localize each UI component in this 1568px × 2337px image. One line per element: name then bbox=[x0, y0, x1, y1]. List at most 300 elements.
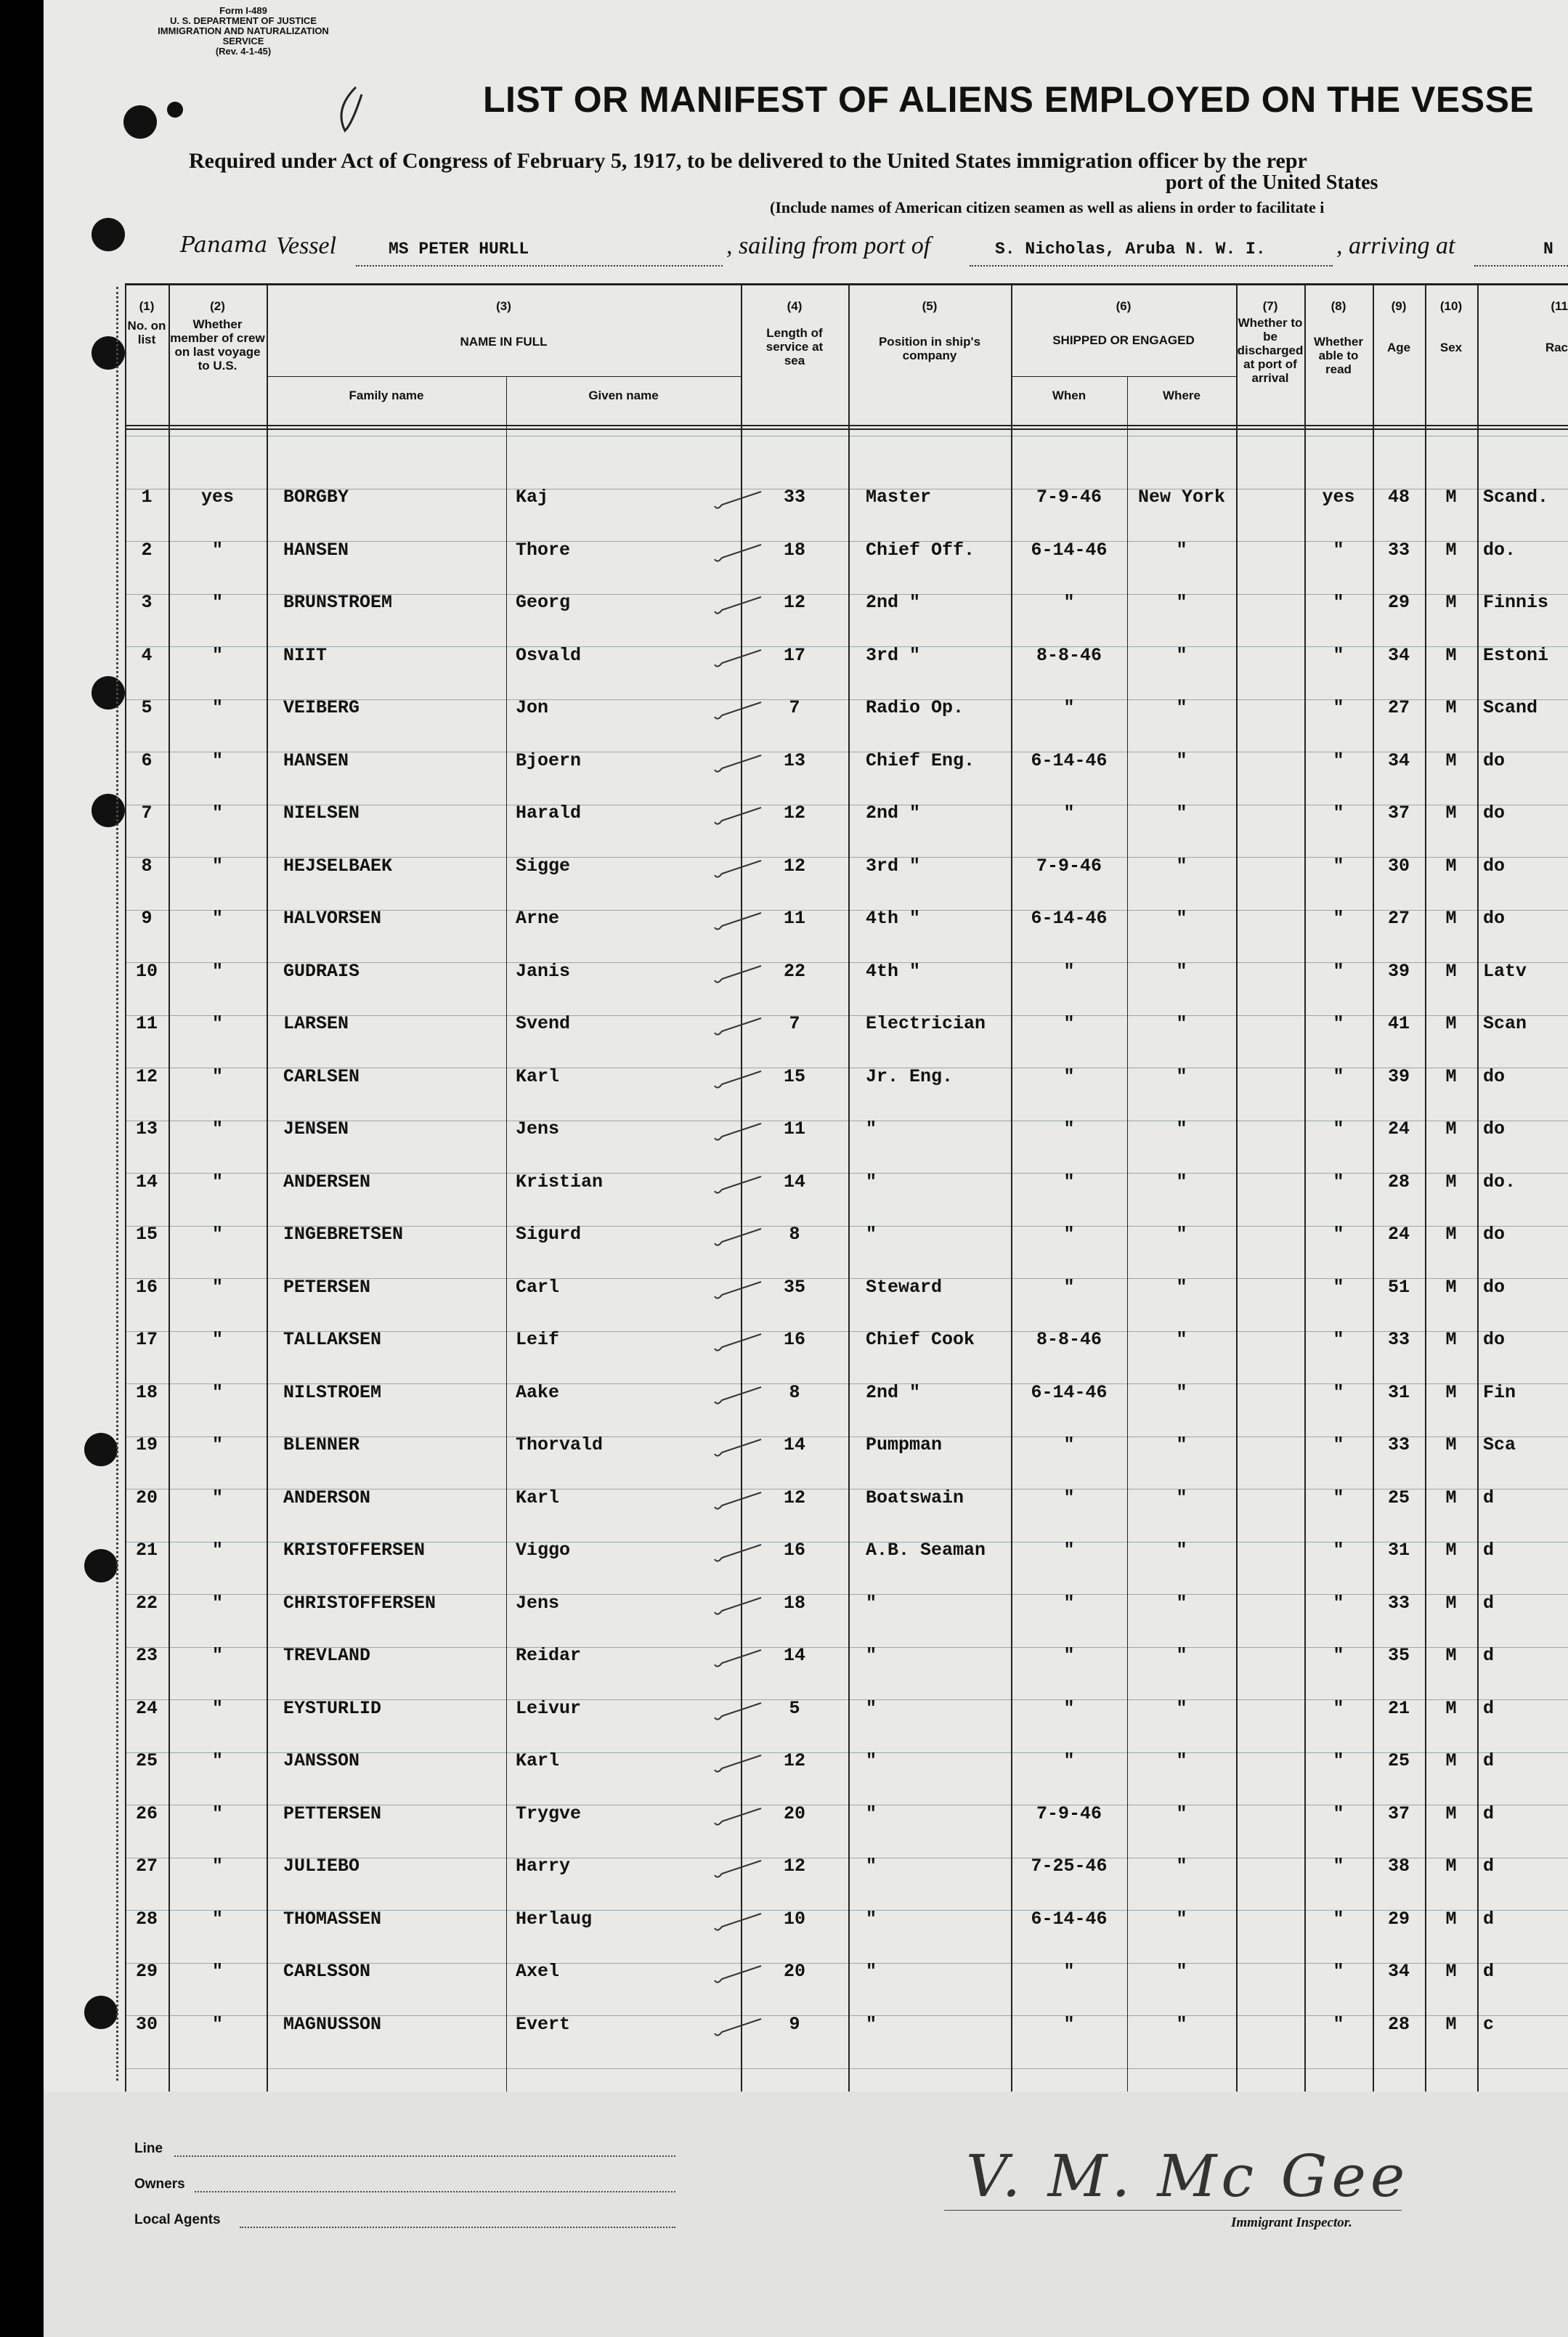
cell-age: 51 bbox=[1387, 1276, 1410, 1298]
cell-race: do. bbox=[1483, 539, 1516, 561]
cell-no: 10 bbox=[135, 960, 158, 982]
cell-no: 1 bbox=[141, 487, 153, 508]
cell-where: " bbox=[1176, 1802, 1187, 1824]
cell-no: 25 bbox=[135, 1750, 158, 1771]
col4-header: (4) Length of service at sea bbox=[765, 299, 824, 367]
cell-crew: " bbox=[211, 1856, 223, 1877]
cell-when: 6-14-46 bbox=[1031, 539, 1108, 561]
cell-given: Harald bbox=[516, 802, 582, 824]
cell-family: BLENNER bbox=[283, 1434, 360, 1455]
page-title: LIST OR MANIFEST OF ALIENS EMPLOYED ON THE VESSE bbox=[483, 79, 1535, 120]
family-name-header: Family name bbox=[349, 389, 424, 402]
cell-position: " bbox=[866, 1908, 877, 1930]
cell-position: A.B. Seaman bbox=[866, 1540, 986, 1561]
vessel-name-line bbox=[356, 265, 723, 267]
cell-no: 20 bbox=[135, 1487, 158, 1508]
cell-when: 6-14-46 bbox=[1031, 1381, 1108, 1403]
cell-race: do bbox=[1483, 1329, 1506, 1350]
cell-where: " bbox=[1176, 1329, 1187, 1350]
cell-sex: M bbox=[1445, 1802, 1457, 1824]
cell-crew: " bbox=[211, 1908, 223, 1930]
cell-given: Bjoern bbox=[516, 749, 582, 771]
cell-crew: " bbox=[211, 960, 223, 982]
footer-area bbox=[44, 2092, 1568, 2337]
cell-race: do bbox=[1483, 802, 1506, 824]
cell-position: " bbox=[866, 1856, 877, 1877]
cell-family: LARSEN bbox=[283, 1013, 349, 1034]
cell-when: " bbox=[1063, 802, 1075, 824]
cell-no: 22 bbox=[135, 1592, 158, 1614]
cell-read: " bbox=[1333, 644, 1344, 666]
punch-hole bbox=[84, 1433, 118, 1466]
cell-position: 2nd " bbox=[866, 592, 921, 613]
cell-no: 12 bbox=[135, 1065, 158, 1087]
cell-when: 8-8-46 bbox=[1036, 1329, 1102, 1350]
check-mark-icon bbox=[713, 2017, 764, 2039]
cell-where: " bbox=[1176, 697, 1187, 718]
cell-length: 12 bbox=[783, 855, 805, 877]
cell-when: 6-14-46 bbox=[1031, 1908, 1108, 1930]
cell-race: Scan bbox=[1483, 1013, 1527, 1034]
cell-position: " bbox=[866, 1592, 877, 1614]
cell-where: " bbox=[1176, 1961, 1187, 1982]
cell-given: Axel bbox=[516, 1961, 560, 1982]
cell-position: " bbox=[866, 1118, 877, 1139]
cell-age: 24 bbox=[1387, 1224, 1410, 1245]
cell-age: 25 bbox=[1387, 1487, 1410, 1508]
cell-sex: M bbox=[1445, 1961, 1457, 1982]
cell-read: " bbox=[1333, 1750, 1344, 1771]
cell-when: " bbox=[1063, 1434, 1075, 1455]
cell-crew: " bbox=[211, 1802, 223, 1824]
cell-age: 30 bbox=[1387, 855, 1410, 877]
cell-read: " bbox=[1333, 1065, 1344, 1087]
required-under-act: Required under Act of Congress of February 5, 1917, to be delivered to the United States immigration officer by the repr bbox=[189, 149, 1307, 173]
cell-where: " bbox=[1176, 2013, 1187, 2035]
cell-family: NILSTROEM bbox=[283, 1381, 382, 1403]
cell-when: " bbox=[1063, 1224, 1075, 1245]
check-mark-icon bbox=[713, 964, 764, 986]
cell-race: do bbox=[1483, 749, 1506, 771]
cell-where: New York bbox=[1137, 487, 1226, 508]
check-mark-icon bbox=[713, 649, 764, 670]
cell-position: 2nd " bbox=[866, 1381, 921, 1403]
cell-sex: M bbox=[1445, 1487, 1457, 1508]
cell-position: " bbox=[866, 1645, 877, 1666]
check-mark-icon bbox=[713, 1122, 764, 1144]
header-bottom-rule bbox=[125, 425, 1568, 426]
cell-position: Electrician bbox=[866, 1013, 986, 1034]
cell-no: 29 bbox=[135, 1961, 158, 1982]
cell-sex: M bbox=[1445, 1540, 1457, 1561]
cell-family: PETERSEN bbox=[283, 1276, 371, 1298]
cell-family: ANDERSEN bbox=[283, 1171, 371, 1192]
cell-family: BORGBY bbox=[283, 487, 349, 508]
cell-where: " bbox=[1176, 1750, 1187, 1771]
cell-length: 11 bbox=[783, 908, 805, 929]
col8-header: (8) Whether able to read bbox=[1314, 299, 1363, 376]
cell-given: Karl bbox=[516, 1750, 560, 1771]
cell-no: 28 bbox=[135, 1908, 158, 1930]
cell-no: 15 bbox=[135, 1224, 158, 1245]
cell-crew: " bbox=[211, 1434, 223, 1455]
cell-given: Herlaug bbox=[516, 1908, 593, 1930]
row-rule bbox=[125, 2068, 1568, 2069]
inspector-label: Immigrant Inspector. bbox=[1231, 2215, 1352, 2230]
cell-crew: " bbox=[211, 1381, 223, 1403]
check-mark-icon bbox=[713, 1227, 764, 1249]
vessel-label: Vessel bbox=[276, 232, 337, 259]
cell-sex: M bbox=[1445, 1065, 1457, 1087]
col-rule bbox=[267, 283, 268, 2092]
cell-age: 25 bbox=[1387, 1750, 1410, 1771]
cell-family: THOMASSEN bbox=[283, 1908, 382, 1930]
col-rule bbox=[848, 283, 850, 2092]
punch-hole bbox=[92, 336, 125, 370]
check-mark-icon bbox=[713, 596, 764, 617]
check-mark-icon bbox=[713, 1754, 764, 1776]
cell-age: 24 bbox=[1387, 1118, 1410, 1139]
cell-race: do. bbox=[1483, 1171, 1516, 1192]
cell-age: 31 bbox=[1387, 1381, 1410, 1403]
cell-age: 27 bbox=[1387, 697, 1410, 718]
port-line: port of the United States bbox=[1166, 171, 1378, 194]
cell-length: 15 bbox=[783, 1065, 805, 1087]
cell-family: KRISTOFFERSEN bbox=[283, 1540, 426, 1561]
cell-position: Master bbox=[866, 487, 932, 508]
cell-age: 37 bbox=[1387, 802, 1410, 824]
cell-when: " bbox=[1063, 1540, 1075, 1561]
cell-position: Pumpman bbox=[866, 1434, 943, 1455]
cell-family: TREVLAND bbox=[283, 1645, 371, 1666]
cell-where: " bbox=[1176, 1118, 1187, 1139]
cell-family: MAGNUSSON bbox=[283, 2013, 382, 2035]
inspector-signature: V. M. Mc Gee bbox=[966, 2142, 1410, 2210]
cell-no: 14 bbox=[135, 1171, 158, 1192]
cell-no: 17 bbox=[135, 1329, 158, 1350]
cell-age: 35 bbox=[1387, 1645, 1410, 1666]
cell-where: " bbox=[1176, 1434, 1187, 1455]
cell-where: " bbox=[1176, 749, 1187, 771]
cell-read: yes bbox=[1322, 487, 1355, 508]
header-bottom-rule-2 bbox=[125, 428, 1568, 430]
cell-position: " bbox=[866, 1961, 877, 1982]
cell-no: 13 bbox=[135, 1118, 158, 1139]
cell-race: do bbox=[1483, 908, 1506, 929]
punch-hole bbox=[84, 1996, 118, 2029]
cell-race: do bbox=[1483, 1118, 1506, 1139]
cell-crew: " bbox=[211, 855, 223, 877]
cell-given: Trygve bbox=[516, 1802, 582, 1824]
cell-no: 26 bbox=[135, 1802, 158, 1824]
cell-age: 34 bbox=[1387, 749, 1410, 771]
cell-length: 17 bbox=[783, 644, 805, 666]
cell-when: 7-9-46 bbox=[1036, 487, 1102, 508]
cell-crew: " bbox=[211, 1065, 223, 1087]
cell-race: c bbox=[1483, 2013, 1495, 2035]
cell-given: Arne bbox=[516, 908, 560, 929]
cell-read: " bbox=[1333, 1329, 1344, 1350]
cell-given: Leif bbox=[516, 1329, 560, 1350]
cell-position: Boatswain bbox=[866, 1487, 964, 1508]
cell-given: Thorvald bbox=[516, 1434, 604, 1455]
cell-given: Aake bbox=[516, 1381, 560, 1403]
cell-family: NIELSEN bbox=[283, 802, 360, 824]
arriving-line bbox=[1474, 265, 1568, 267]
cell-length: 14 bbox=[783, 1434, 805, 1455]
cell-position: 3rd " bbox=[866, 644, 921, 666]
check-mark-icon bbox=[713, 754, 764, 776]
cell-given: Jens bbox=[516, 1118, 560, 1139]
cell-when: " bbox=[1063, 1487, 1075, 1508]
cell-sex: M bbox=[1445, 1013, 1457, 1034]
check-mark-icon bbox=[713, 490, 764, 512]
arriving-label: , arriving at bbox=[1336, 232, 1455, 259]
cell-race: d bbox=[1483, 1961, 1495, 1982]
cell-length: 16 bbox=[783, 1329, 805, 1350]
cell-sex: M bbox=[1445, 1645, 1457, 1666]
check-mark-icon bbox=[713, 1491, 764, 1513]
cell-crew: " bbox=[211, 1592, 223, 1614]
cell-where: " bbox=[1176, 1697, 1187, 1719]
cell-read: " bbox=[1333, 539, 1344, 561]
cell-given: Thore bbox=[516, 539, 571, 561]
cell-length: 10 bbox=[783, 1908, 805, 1930]
cell-given: Kristian bbox=[516, 1171, 604, 1192]
check-mark-icon bbox=[713, 1859, 764, 1881]
cell-position: " bbox=[866, 1697, 877, 1719]
check-mark-icon bbox=[713, 1807, 764, 1829]
cell-given: Sigurd bbox=[516, 1224, 582, 1245]
cell-where: " bbox=[1176, 592, 1187, 613]
cell-when: " bbox=[1063, 2013, 1075, 2035]
cell-age: 33 bbox=[1387, 1434, 1410, 1455]
cell-sex: M bbox=[1445, 908, 1457, 929]
cell-no: 2 bbox=[141, 539, 153, 561]
cell-given: Jens bbox=[516, 1592, 560, 1614]
cell-read: " bbox=[1333, 1434, 1344, 1455]
form-revision: (Rev. 4-1-45) bbox=[215, 46, 272, 57]
cell-sex: M bbox=[1445, 749, 1457, 771]
cell-read: " bbox=[1333, 1540, 1344, 1561]
cell-when: " bbox=[1063, 1750, 1075, 1771]
col7-header: (7) Whether to be discharged at port of arrival bbox=[1237, 299, 1304, 385]
cell-length: 12 bbox=[783, 1750, 805, 1771]
cell-given: Sigge bbox=[516, 855, 571, 877]
cell-family: HANSEN bbox=[283, 749, 349, 771]
cell-no: 6 bbox=[141, 749, 153, 771]
cell-when: 7-9-46 bbox=[1036, 1802, 1102, 1824]
cell-race: d bbox=[1483, 1856, 1495, 1877]
name-subheader-rule bbox=[267, 376, 741, 377]
cell-age: 37 bbox=[1387, 1802, 1410, 1824]
check-mark-icon bbox=[713, 1017, 764, 1039]
cell-read: " bbox=[1333, 908, 1344, 929]
cell-race: do bbox=[1483, 855, 1506, 877]
include-note: (Include names of American citizen seamen as well as aliens in order to facilitate i bbox=[770, 198, 1325, 216]
cell-length: 14 bbox=[783, 1171, 805, 1192]
cell-where: " bbox=[1176, 1487, 1187, 1508]
col5-header: (5) Position in ship's company bbox=[878, 299, 981, 362]
cell-family: NIIT bbox=[283, 644, 328, 666]
cell-when: 6-14-46 bbox=[1031, 749, 1108, 771]
left-margin-rule bbox=[116, 287, 118, 2081]
cell-sex: M bbox=[1445, 1329, 1457, 1350]
cell-crew: yes bbox=[200, 487, 234, 508]
col2-header: (2) Whether member of crew on last voyage to U.S. bbox=[170, 299, 265, 373]
cell-race: d bbox=[1483, 1750, 1495, 1771]
manifest-table bbox=[125, 283, 1568, 2092]
cell-when: " bbox=[1063, 1276, 1075, 1298]
cell-given: Kaj bbox=[516, 487, 549, 508]
cell-crew: " bbox=[211, 539, 223, 561]
cell-family: HANSEN bbox=[283, 539, 349, 561]
check-mark-icon bbox=[713, 1596, 764, 1618]
cell-age: 39 bbox=[1387, 960, 1410, 982]
cell-read: " bbox=[1333, 1908, 1344, 1930]
cell-given: Karl bbox=[516, 1065, 560, 1087]
cell-no: 21 bbox=[135, 1540, 158, 1561]
cell-given: Harry bbox=[516, 1856, 571, 1877]
cell-crew: " bbox=[211, 697, 223, 718]
cell-position: 2nd " bbox=[866, 802, 921, 824]
check-mark-icon bbox=[713, 1070, 764, 1092]
cell-age: 41 bbox=[1387, 1013, 1410, 1034]
cell-position: " bbox=[866, 1224, 877, 1245]
col-rule bbox=[1236, 283, 1238, 2092]
cell-where: " bbox=[1176, 1276, 1187, 1298]
cell-read: " bbox=[1333, 1856, 1344, 1877]
cell-when: " bbox=[1063, 960, 1075, 982]
cell-length: 7 bbox=[789, 1013, 800, 1034]
form-number: Form I-489 bbox=[219, 5, 267, 16]
cell-position: " bbox=[866, 1750, 877, 1771]
where-header: Where bbox=[1163, 389, 1201, 402]
cell-length: 22 bbox=[783, 960, 805, 982]
cell-when: " bbox=[1063, 1065, 1075, 1087]
cell-where: " bbox=[1176, 1065, 1187, 1087]
cell-no: 9 bbox=[141, 908, 153, 929]
check-mark-icon bbox=[713, 911, 764, 933]
cell-read: " bbox=[1333, 1961, 1344, 1982]
cell-position: Radio Op. bbox=[866, 697, 964, 718]
cell-length: 20 bbox=[783, 1961, 805, 1982]
cell-when: " bbox=[1063, 1013, 1075, 1034]
punch-hole bbox=[92, 218, 125, 251]
cell-sex: M bbox=[1445, 1171, 1457, 1192]
cell-read: " bbox=[1333, 1171, 1344, 1192]
cell-where: " bbox=[1176, 960, 1187, 982]
cell-when: 6-14-46 bbox=[1031, 908, 1108, 929]
given-name-header: Given name bbox=[588, 389, 659, 402]
punch-hole bbox=[84, 1549, 118, 1582]
cell-position: 4th " bbox=[866, 960, 921, 982]
cell-length: 18 bbox=[783, 539, 805, 561]
check-mark-icon bbox=[713, 859, 764, 881]
cell-crew: " bbox=[211, 1750, 223, 1771]
cell-race: Scand bbox=[1483, 697, 1538, 718]
col-rule bbox=[1477, 283, 1479, 2092]
col11-header: (11 Rac bbox=[1545, 299, 1568, 354]
cell-read: " bbox=[1333, 1487, 1344, 1508]
cell-race: d bbox=[1483, 1697, 1495, 1719]
owners-field bbox=[195, 2191, 675, 2192]
cell-given: Leivur bbox=[516, 1697, 582, 1719]
cell-no: 27 bbox=[135, 1856, 158, 1877]
cell-where: " bbox=[1176, 855, 1187, 877]
cell-race: Finnis bbox=[1483, 592, 1549, 613]
cell-length: 7 bbox=[789, 697, 800, 718]
cell-sex: M bbox=[1445, 960, 1457, 982]
check-mark-icon bbox=[713, 1175, 764, 1197]
cell-sex: M bbox=[1445, 802, 1457, 824]
cell-read: " bbox=[1333, 1697, 1344, 1719]
name-subcol-rule bbox=[506, 376, 507, 2092]
cell-length: 35 bbox=[783, 1276, 805, 1298]
line-field bbox=[174, 2155, 675, 2157]
cell-where: " bbox=[1176, 1908, 1187, 1930]
cell-no: 8 bbox=[141, 855, 153, 877]
cell-given: Evert bbox=[516, 2013, 571, 2035]
cell-age: 33 bbox=[1387, 1592, 1410, 1614]
cell-where: " bbox=[1176, 644, 1187, 666]
cell-age: 28 bbox=[1387, 2013, 1410, 2035]
col1-header: (1) No. on list bbox=[127, 299, 166, 346]
cell-given: Svend bbox=[516, 1013, 571, 1034]
signature-line bbox=[944, 2210, 1402, 2211]
cell-sex: M bbox=[1445, 1118, 1457, 1139]
cell-read: " bbox=[1333, 1592, 1344, 1614]
col9-header: (9) Age bbox=[1386, 299, 1411, 354]
line-label: Line bbox=[134, 2141, 163, 2156]
cell-read: " bbox=[1333, 960, 1344, 982]
col10-header: (10) Sex bbox=[1439, 299, 1463, 354]
cell-sex: M bbox=[1445, 697, 1457, 718]
form-service: IMMIGRATION AND NATURALIZATION SERVICE bbox=[158, 25, 329, 46]
cell-no: 3 bbox=[141, 592, 153, 613]
cell-sex: M bbox=[1445, 592, 1457, 613]
cell-no: 30 bbox=[135, 2013, 158, 2035]
cell-race: d bbox=[1483, 1540, 1495, 1561]
cell-length: 5 bbox=[789, 1697, 800, 1719]
cell-position: " bbox=[866, 1802, 877, 1824]
cell-sex: M bbox=[1445, 1697, 1457, 1719]
col3-header: (3) NAME IN FULL bbox=[460, 299, 548, 349]
port-from: S. Nicholas, Aruba N. W. I. bbox=[995, 240, 1266, 259]
cell-read: " bbox=[1333, 1013, 1344, 1034]
cell-family: BRUNSTROEM bbox=[283, 592, 393, 613]
cell-position: 4th " bbox=[866, 908, 921, 929]
cell-race: Estoni bbox=[1483, 644, 1549, 666]
cell-read: " bbox=[1333, 1381, 1344, 1403]
cell-age: 29 bbox=[1387, 1908, 1410, 1930]
cell-read: " bbox=[1333, 802, 1344, 824]
port-from-line bbox=[970, 265, 1333, 267]
arriving-value: N bbox=[1543, 240, 1553, 259]
cell-age: 33 bbox=[1387, 1329, 1410, 1350]
cell-length: 12 bbox=[783, 592, 805, 613]
cell-age: 33 bbox=[1387, 539, 1410, 561]
cell-sex: M bbox=[1445, 487, 1457, 508]
cell-read: " bbox=[1333, 1645, 1344, 1666]
cell-given: Viggo bbox=[516, 1540, 571, 1561]
local-agents-field bbox=[240, 2227, 675, 2228]
cell-crew: " bbox=[211, 1697, 223, 1719]
cell-race: Sca bbox=[1483, 1434, 1516, 1455]
cell-given: Georg bbox=[516, 592, 571, 613]
cell-when: 7-25-46 bbox=[1031, 1856, 1108, 1877]
punch-hole bbox=[92, 676, 125, 710]
